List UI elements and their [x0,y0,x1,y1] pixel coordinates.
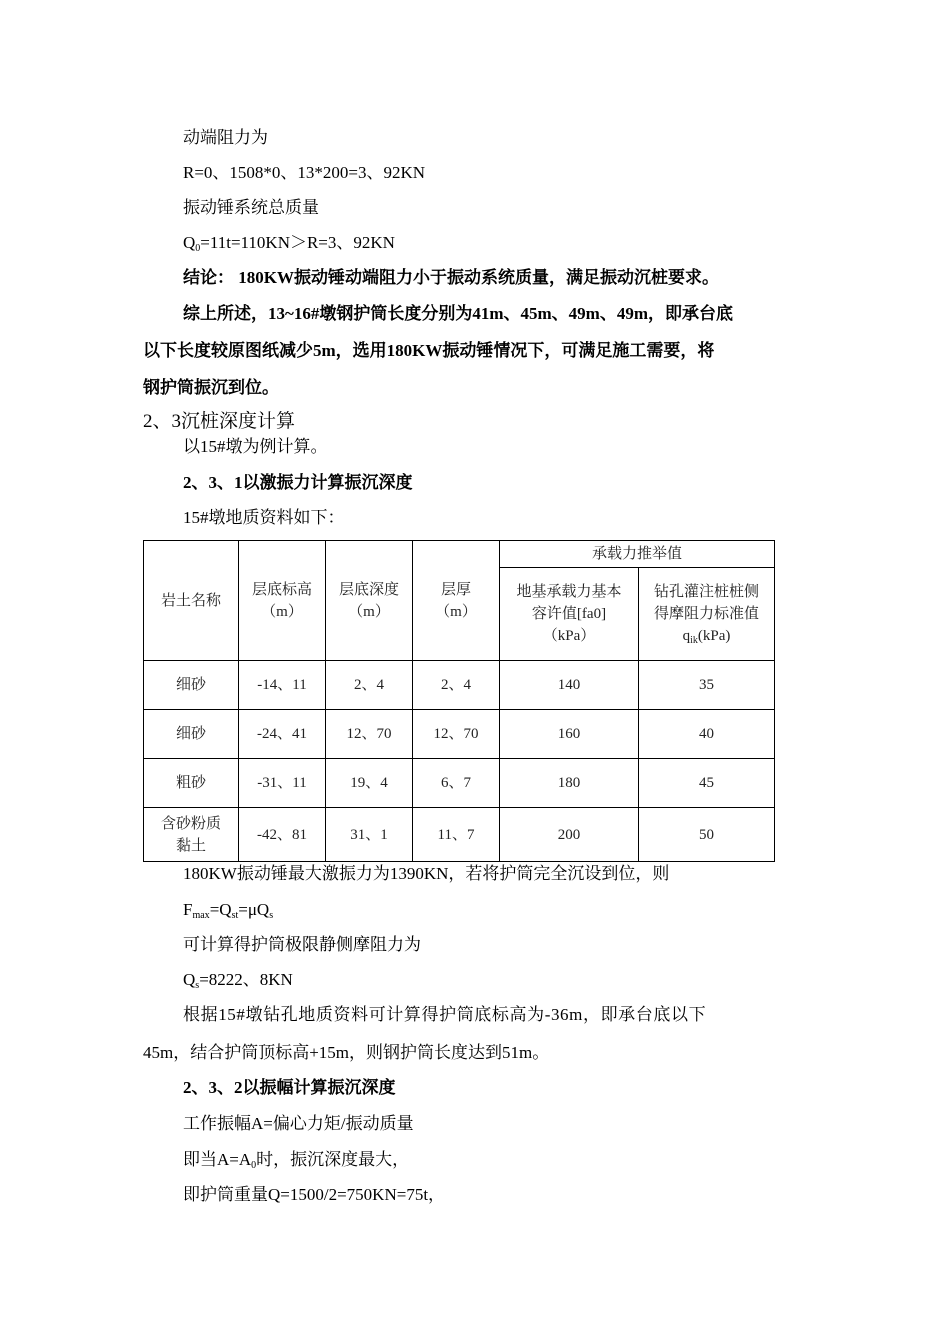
text-line: 可计算得护筒极限静侧摩阻力为 [183,935,421,954]
header-cell: 层底标高 （m） [239,541,326,661]
table-cell: 细砂 [144,661,239,710]
table-cell: 2、4 [413,661,500,710]
table-cell: 12、70 [326,710,413,759]
text-line: 以15#墩为例计算。 [183,437,328,456]
table-cell: 31、1 [326,808,413,862]
table-cell: 6、7 [413,759,500,808]
subsection-heading: 2、3、1以激振力计算振沉深度 [183,473,413,492]
table-cell: -24、41 [239,710,326,759]
formula-line: $F_{max}=Q_{st}=\mu Q_s$ [183,900,274,921]
text-line: 15#墩地质资料如下： [183,508,345,527]
text-line: 振动锤系统总质量 [183,198,319,217]
formula-line: R=0、1508*0、13*200=3、92KN [183,163,426,182]
header-cell: 地基承载力基本 容许值[fa0] （kPa） [500,568,639,661]
text-line: 动端阻力为 [183,128,268,147]
geology-table [143,540,775,862]
formula-line: $Q_0=11t=110KN>R=3$、92KN [183,233,395,254]
table-cell: 35 [639,661,775,710]
text-line: 工作振幅A=偏心力矩/振动质量 [183,1114,414,1133]
table-cell: 11、7 [413,808,500,862]
text-line: 即当$A=A_0$时，振沉深度最大， [183,1150,410,1171]
section-heading: 2、3沉桩深度计算 [143,411,296,432]
table-cell: 140 [500,661,639,710]
table-cell: -42、81 [239,808,326,862]
table-cell: 粗砂 [144,759,239,808]
header-cell: 层厚 （m） [413,541,500,661]
table-cell: 含砂粉质 黏土 [144,808,239,862]
table-row [144,759,775,808]
table-cell: -31、11 [239,759,326,808]
header-cell: 层底深度 （m） [326,541,413,661]
text-line: 即护筒重量Q=1500/2=750KN=75t， [183,1185,446,1204]
table-row [144,808,775,862]
group-header-cell: 承载力推举值 [500,541,775,568]
text-line: 180KW振动锤最大激振力为1390KN，若将护筒完全沉设到位，则 [183,864,670,883]
table-cell: 45 [639,759,775,808]
summary-line: 综上所述，13~16#墩钢护筒长度分别为41m、45m、49m、49m，即承台底 [183,304,733,323]
table-cell: 160 [500,710,639,759]
formula-line: $Q_s=8222$、8KN [183,970,293,991]
table-cell: 12、70 [413,710,500,759]
text-line: 根据15#墩钻孔地质资料可计算得护筒底标高为-36m，即承台底以下 [183,1005,707,1024]
table-row [144,710,775,759]
text-line: 45m，结合护筒顶标高+15m，则钢护筒长度达到51m。 [143,1043,550,1062]
table-cell: -14、11 [239,661,326,710]
table-cell: 50 [639,808,775,862]
subsection-heading: 2、3、2以振幅计算振沉深度 [183,1078,396,1097]
summary-line: 钢护筒振沉到位。 [143,378,279,397]
table-cell: 2、4 [326,661,413,710]
table-cell: 200 [500,808,639,862]
table-cell: 180 [500,759,639,808]
table-cell: 细砂 [144,710,239,759]
header-cell: 钻孔灌注桩桩侧 得摩阻力标准值 $q_{ik}(kPa)$ [639,568,775,661]
table-cell: 40 [639,710,775,759]
header-cell: 岩土名称 [144,541,239,661]
summary-line: 以下长度较原图纸减少5m，选用180KW振动锤情况下，可满足施工需要，将 [143,341,715,360]
table-cell: 19、4 [326,759,413,808]
table-row [144,661,775,710]
conclusion-line: 结论： 180KW振动锤动端阻力小于振动系统质量，满足振动沉桩要求。 [183,268,719,287]
